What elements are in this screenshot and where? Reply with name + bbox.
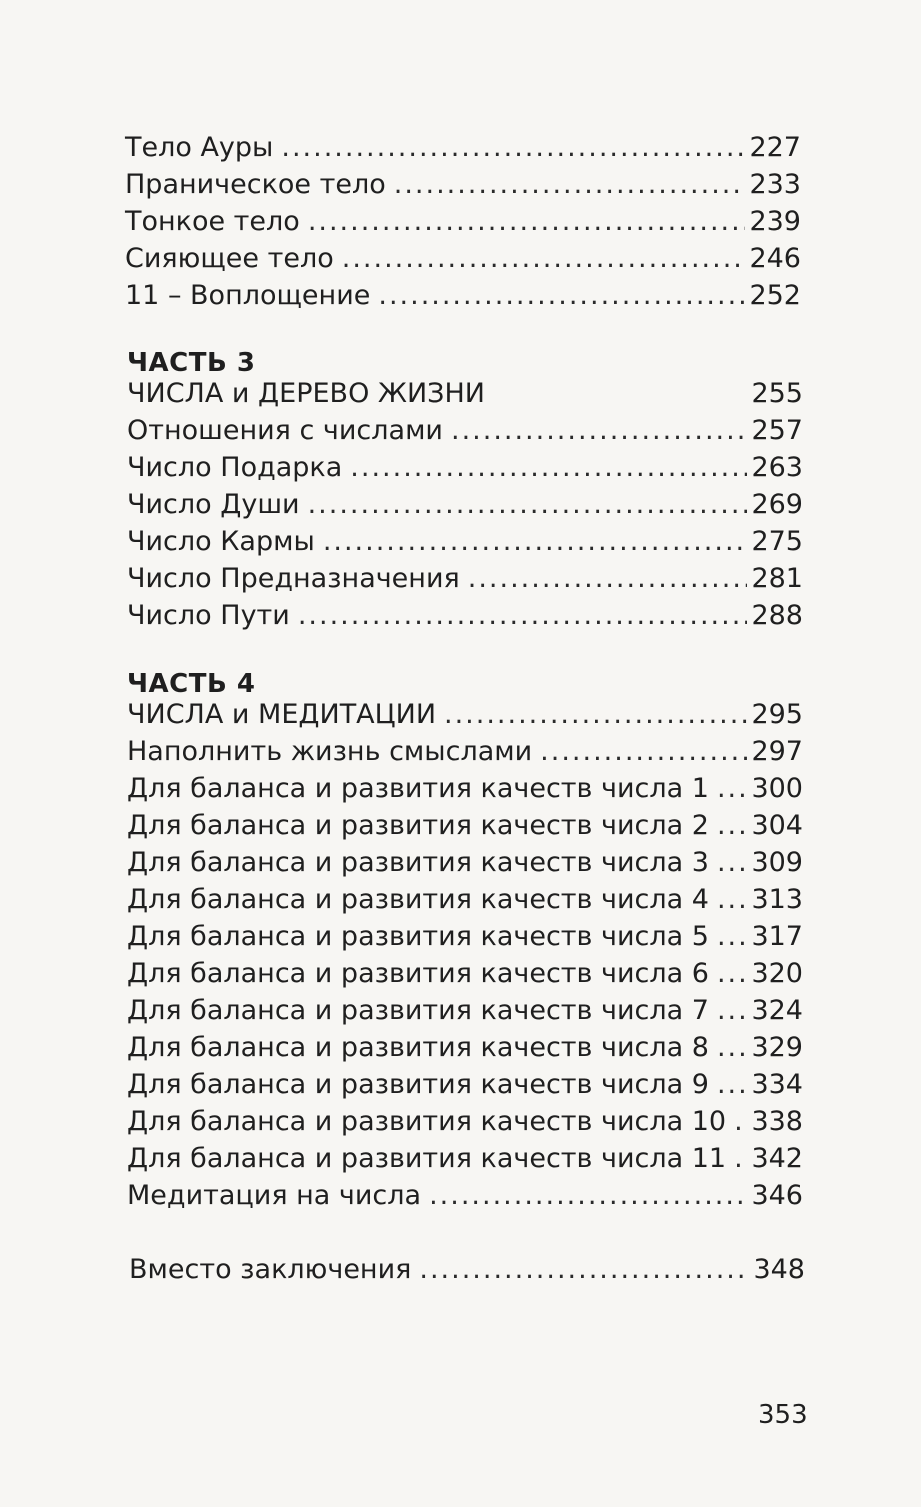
dot-leader — [734, 1142, 747, 1176]
part-label: ЧАСТЬ 3 — [127, 348, 256, 378]
toc-entry — [125, 242, 801, 276]
dot-leader — [323, 525, 748, 559]
toc-entry-page: 281 — [751, 563, 803, 594]
dot-leader — [717, 1068, 748, 1102]
toc-entry-page: 227 — [749, 132, 801, 163]
toc-entry-title: Для баланса и развития качеств числа 10 — [127, 1106, 727, 1137]
toc-entry-page: 252 — [749, 280, 801, 311]
dot-leader — [468, 562, 748, 596]
toc-entry-page: 233 — [749, 169, 801, 200]
toc-entry — [127, 1105, 803, 1139]
toc-entry — [127, 957, 803, 991]
dot-leader — [540, 735, 747, 769]
toc-entry — [127, 883, 803, 917]
dot-leader — [350, 451, 747, 485]
dot-leader — [281, 131, 745, 165]
toc-entry — [127, 846, 803, 880]
toc-entry-title: Число Предназначения — [127, 563, 460, 594]
toc-entry-title: Число Подарка — [127, 452, 343, 483]
toc-entry-title: Число Души — [127, 489, 300, 520]
part-heading-page: 255 — [751, 378, 803, 409]
toc-entry-title: Праническое тело — [125, 169, 386, 200]
toc-entry — [129, 1253, 805, 1287]
toc-entry-title: Число Пути — [127, 600, 290, 631]
toc-entry — [127, 1068, 803, 1102]
toc-entry — [127, 1179, 803, 1213]
toc-entry — [127, 994, 803, 1028]
toc-entry-title: Для баланса и развития качеств числа 4 — [127, 884, 709, 915]
toc-entry-page: 288 — [751, 600, 803, 631]
toc-entry — [127, 809, 803, 843]
toc-entry — [127, 562, 803, 596]
dot-leader — [444, 698, 747, 732]
toc-entry-page: 246 — [749, 243, 801, 274]
toc-entry-page: 309 — [751, 847, 803, 878]
dot-leader — [378, 279, 745, 313]
dot-leader — [717, 846, 748, 880]
toc-entry-title: Для баланса и развития качеств числа 3 — [127, 847, 709, 878]
toc-entry-page: 257 — [751, 415, 803, 446]
toc-entry — [127, 599, 803, 633]
dot-leader — [451, 414, 747, 448]
part-heading-title: ЧИСЛА и ДЕРЕВО ЖИЗНИ — [127, 378, 485, 409]
toc-entry-page: 239 — [749, 206, 801, 237]
toc-entry-title: Медитация на числа — [127, 1180, 422, 1211]
toc-entry-page: 324 — [751, 995, 803, 1026]
toc-entry-page: 346 — [751, 1180, 803, 1211]
toc-entry — [127, 920, 803, 954]
dot-leader — [717, 957, 748, 991]
toc-entry-title: Число Кармы — [127, 526, 315, 557]
toc-entry-title: Для баланса и развития качеств числа 9 — [127, 1069, 709, 1100]
page-number: 353 — [758, 1400, 808, 1430]
toc-entry — [127, 772, 803, 806]
toc-entry — [127, 525, 803, 559]
toc-entry-title: Вместо заключения — [129, 1254, 412, 1285]
toc-entry-title: Тонкое тело — [125, 206, 300, 237]
toc-entry-page: 320 — [751, 958, 803, 989]
toc-entry-title: Для баланса и развития качеств числа 7 — [127, 995, 709, 1026]
toc-entry — [125, 205, 801, 239]
toc-entry — [125, 131, 801, 165]
toc-entry-page: 263 — [751, 452, 803, 483]
part-heading — [127, 698, 803, 732]
toc-entry-page: 313 — [751, 884, 803, 915]
toc-entry-page: 348 — [753, 1254, 805, 1285]
toc-entry-title: Для баланса и развития качеств числа 8 — [127, 1032, 709, 1063]
dot-leader — [429, 1179, 747, 1213]
toc-entry-page: 334 — [751, 1069, 803, 1100]
toc-entry-page: 275 — [751, 526, 803, 557]
toc-entry-title: Для баланса и развития качеств числа 6 — [127, 958, 709, 989]
toc-entry-page: 297 — [751, 736, 803, 767]
toc-entry-page: 304 — [751, 810, 803, 841]
dot-leader — [717, 1031, 748, 1065]
toc-entry-title: Для баланса и развития качеств числа 1 — [127, 773, 709, 804]
toc-entry-page: 317 — [751, 921, 803, 952]
part-heading-title: ЧИСЛА и МЕДИТАЦИИ — [127, 699, 437, 730]
toc-entry-page: 342 — [751, 1143, 803, 1174]
toc-entry-page: 329 — [751, 1032, 803, 1063]
dot-leader — [717, 920, 748, 954]
dot-leader — [342, 242, 746, 276]
toc-entry-page: 338 — [751, 1106, 803, 1137]
dot-leader — [717, 809, 748, 843]
dot-leader — [394, 168, 746, 202]
toc-entry-title: Наполнить жизнь смыслами — [127, 736, 533, 767]
dot-leader — [717, 994, 748, 1028]
toc-entry-title: Сияющее тело — [125, 243, 334, 274]
dot-leader — [308, 205, 746, 239]
toc-entry-title: Для баланса и развития качеств числа 5 — [127, 921, 709, 952]
dot-leader — [717, 883, 748, 917]
part-heading-page: 295 — [751, 699, 803, 730]
dot-leader — [717, 772, 748, 806]
toc-entry-title: Тело Ауры — [125, 132, 274, 163]
toc-entry-page: 300 — [751, 773, 803, 804]
toc-entry — [127, 1142, 803, 1176]
toc-entry — [127, 451, 803, 485]
part-label: ЧАСТЬ 4 — [127, 669, 256, 699]
toc-entry — [127, 488, 803, 522]
toc-entry-title: 11 – Воплощение — [125, 280, 371, 311]
dot-leader — [308, 488, 748, 522]
dot-leader — [298, 599, 748, 633]
toc-entry — [125, 168, 801, 202]
dot-leader — [419, 1253, 749, 1287]
toc-entry — [127, 735, 803, 769]
toc-entry — [127, 1031, 803, 1065]
toc-entry — [127, 414, 803, 448]
part-heading — [127, 377, 803, 411]
toc-entry-title: Отношения с числами — [127, 415, 443, 446]
toc-entry-title: Для баланса и развития качеств числа 11 — [127, 1143, 727, 1174]
toc-entry-page: 269 — [751, 489, 803, 520]
dot-leader — [734, 1105, 747, 1139]
toc-entry-title: Для баланса и развития качеств числа 2 — [127, 810, 709, 841]
toc-entry — [125, 279, 801, 313]
